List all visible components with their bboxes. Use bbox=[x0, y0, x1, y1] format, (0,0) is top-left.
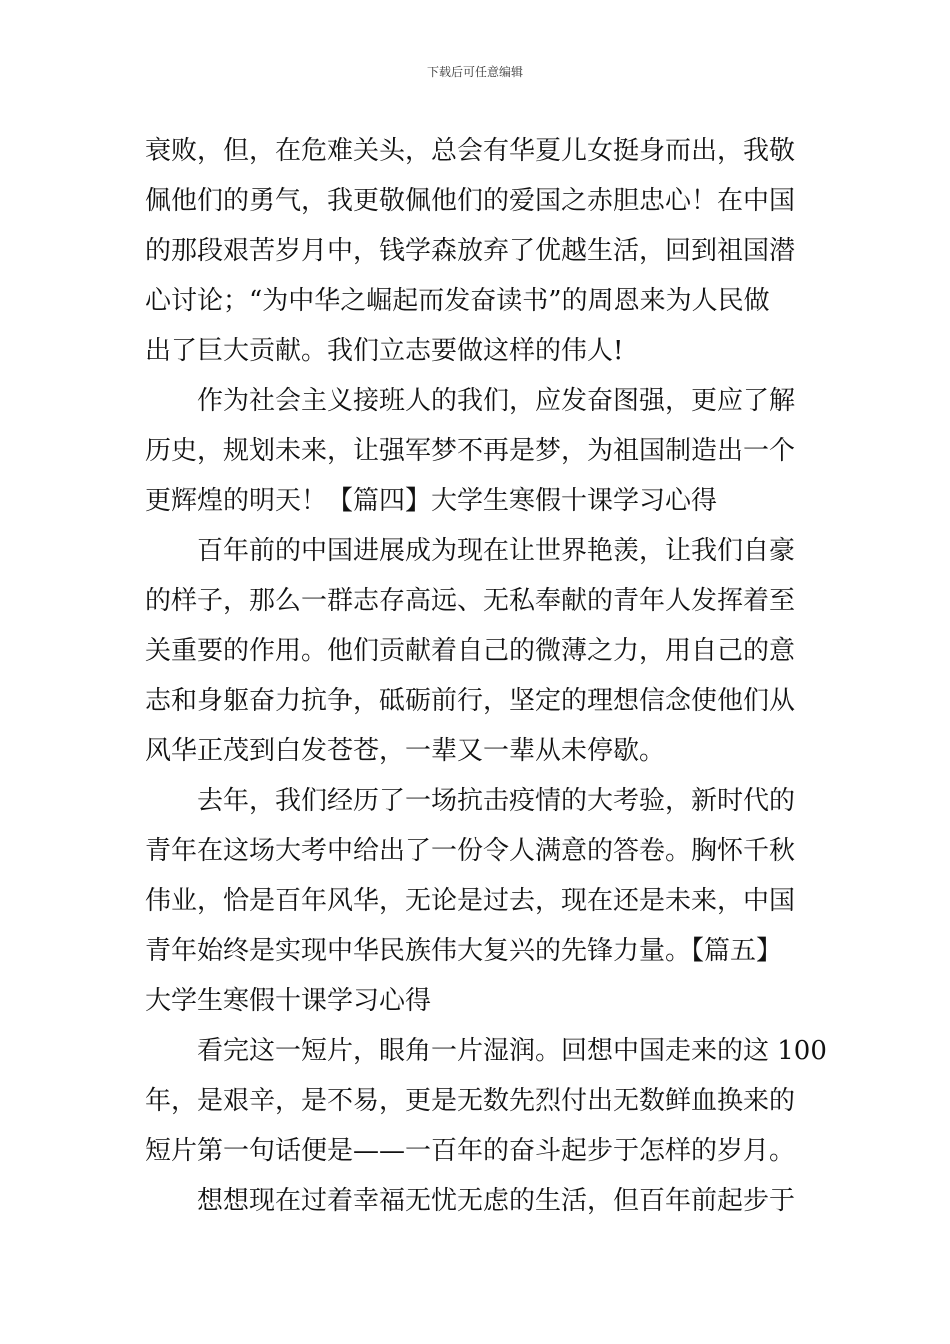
text-line: 关重要的作用。他们贡献着自己的微薄之力，用自己的意 bbox=[145, 636, 796, 666]
text-line: 大学生寒假十课学习心得 bbox=[145, 986, 432, 1016]
text-line: 风华正茂到白发苍苍，一辈又一辈从未停歇。 bbox=[145, 736, 666, 766]
text-line: 的样子，那么一群志存高远、无私奉献的青年人发挥着至 bbox=[145, 586, 796, 616]
text-line: 青年始终是实现中华民族伟大复兴的先锋力量。【篇五】 bbox=[145, 936, 783, 966]
text-line: 的那段艰苦岁月中，钱学森放弃了优越生活，回到祖国潜 bbox=[145, 236, 796, 266]
paragraph-start-line: 去年，我们经历了一场抗击疫情的大考验，新时代的 bbox=[197, 786, 796, 816]
page-header: 下载后可任意编辑 bbox=[426, 65, 523, 79]
text-line: 志和身躯奋力抗争，砥砺前行，坚定的理想信念使他们从 bbox=[145, 686, 796, 716]
document-body bbox=[145, 126, 827, 1226]
paragraph-start-line: 百年前的中国进展成为现在让世界艳羡，让我们自豪 bbox=[197, 536, 796, 566]
text-line: 更辉煌的明天！【篇四】大学生寒假十课学习心得 bbox=[145, 486, 718, 516]
paragraph-start-line: 作为社会主义接班人的我们，应发奋图强，更应了解 bbox=[197, 386, 796, 416]
text-line: 伟业，恰是百年风华，无论是过去，现在还是未来，中国 bbox=[145, 886, 796, 916]
text-line: 年，是艰辛，是不易，更是无数先烈付出无数鲜血换来的 bbox=[145, 1086, 796, 1116]
text-line: 出了巨大贡献。我们立志要做这样的伟人! bbox=[145, 336, 624, 366]
paragraph-start-line: 想想现在过着幸福无忧无虑的生活，但百年前起步于 bbox=[197, 1186, 796, 1216]
text-line: 衰败，但，在危难关头，总会有华夏儿女挺身而出，我敬 bbox=[145, 136, 796, 166]
paragraph-start-line: 看完这一短片，眼角一片湿润。回想中国走来的这 100 bbox=[197, 1036, 827, 1066]
text-line: 佩他们的勇气，我更敬佩他们的爱国之赤胆忠心！在中国 bbox=[145, 186, 796, 216]
text-line: 短片第一句话便是——一百年的奋斗起步于怎样的岁月。 bbox=[145, 1136, 796, 1166]
text-line: 心讨论；“为中华之崛起而发奋读书”的周恩来为人民做 bbox=[145, 286, 770, 316]
text-line: 历史，规划未来，让强军梦不再是梦，为祖国制造出一个 bbox=[145, 436, 796, 466]
text-line: 青年在这场大考中给出了一份令人满意的答卷。胸怀千秋 bbox=[145, 836, 796, 866]
